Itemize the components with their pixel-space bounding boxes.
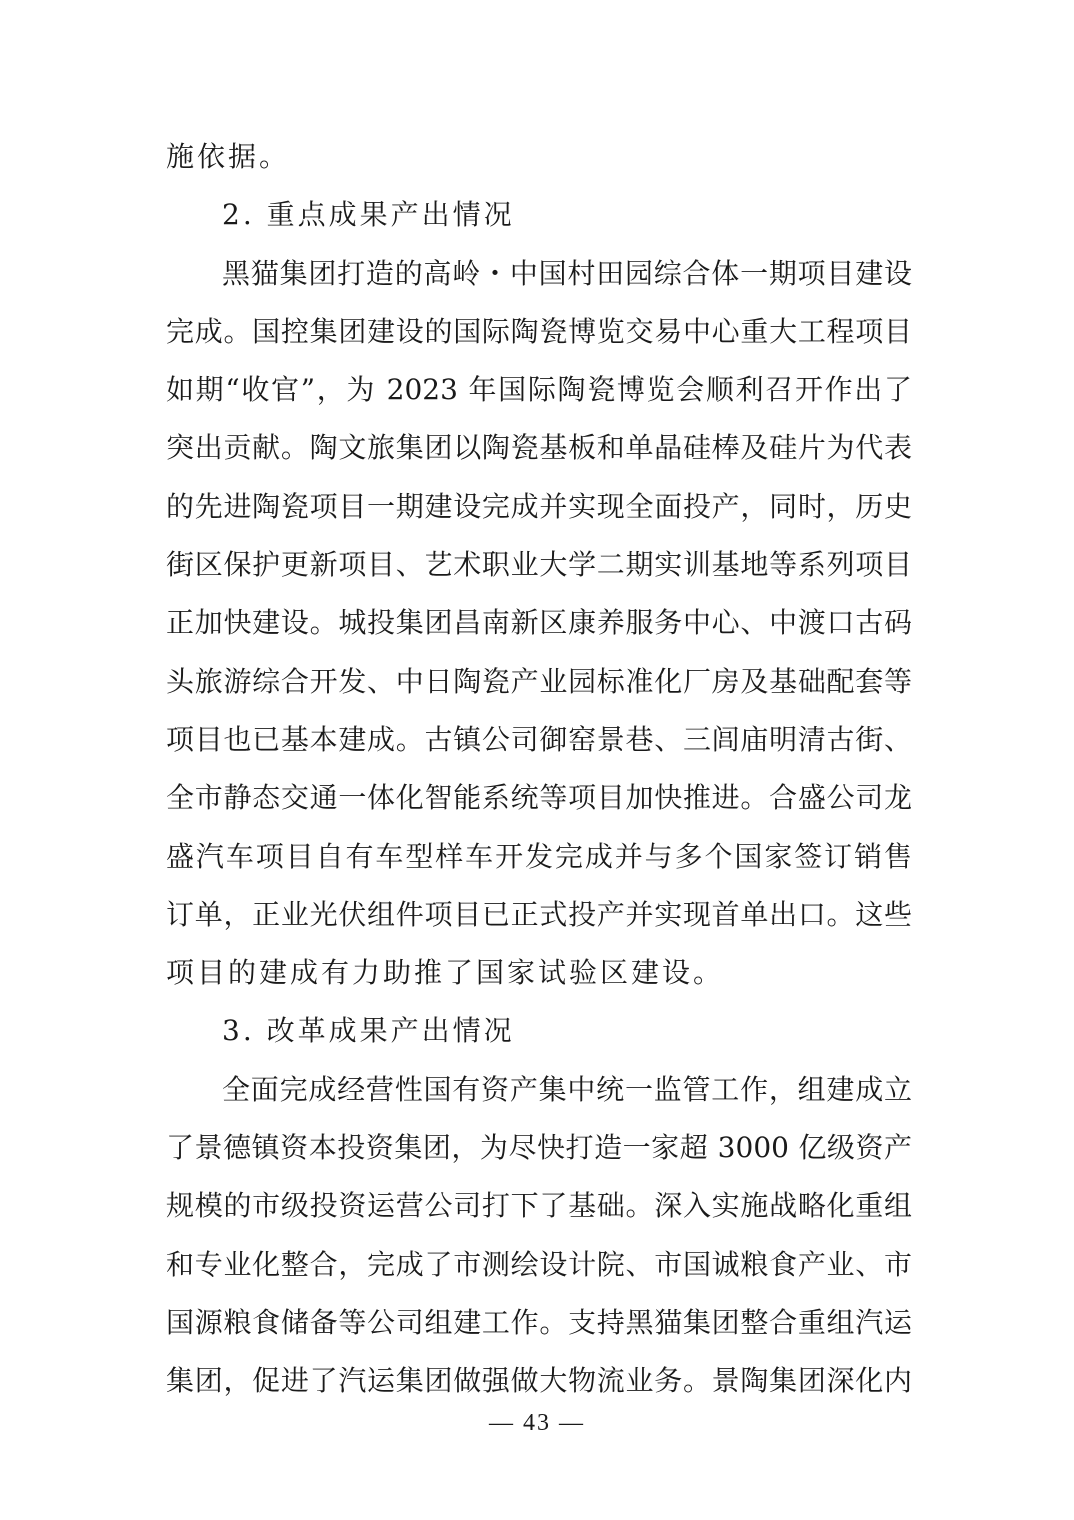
paragraph-line: 规模的市级投资运营公司打下了基础。深入实施战略化重组	[166, 1189, 912, 1223]
paragraph-line: 头旅游综合开发、中日陶瓷产业园标准化厂房及基础配套等	[166, 664, 912, 698]
paragraph-line: 集团，促进了汽运集团做强做大物流业务。景陶集团深化内	[166, 1364, 912, 1398]
paragraph-line: 了景德镇资本投资集团，为尽快打造一家超 3000 亿级资产	[166, 1131, 912, 1165]
paragraph-line: 项目的建成有力助推了国家试验区建设。	[166, 956, 725, 990]
paragraph-line: 的先进陶瓷项目一期建设完成并实现全面投产，同时，历史	[166, 489, 912, 523]
paragraph-line: 全面完成经营性国有资产集中统一监管工作，组建成立	[222, 1072, 912, 1106]
paragraph-line: 正加快建设。城投集团昌南新区康养服务中心、中渡口古码	[166, 606, 912, 640]
paragraph-line: 全市静态交通一体化智能系统等项目加快推进。合盛公司龙	[166, 781, 912, 815]
paragraph-line: 突出贡献。陶文旅集团以陶瓷基板和单晶硅棒及硅片为代表	[166, 431, 912, 465]
section-heading: 3. 改革成果产出情况	[222, 1014, 515, 1048]
paragraph-line: 项目也已基本建成。古镇公司御窑景巷、三闾庙明清古街、	[166, 722, 912, 756]
paragraph-line: 完成。国控集团建设的国际陶瓷博览交易中心重大工程项目	[166, 314, 912, 348]
paragraph-line: 盛汽车项目自有车型样车开发完成并与多个国家签订销售	[166, 839, 912, 873]
paragraph-line: 和专业化整合，完成了市测绘设计院、市国诚粮食产业、市	[166, 1247, 912, 1281]
paragraph-line: 街区保护更新项目、艺术职业大学二期实训基地等系列项目	[166, 548, 912, 582]
paragraph-line: 施依据。	[166, 140, 291, 173]
paragraph-line: 国源粮食储备等公司组建工作。支持黑猫集团整合重组汽运	[166, 1305, 912, 1339]
paragraph-line: 订单，正业光伏组件项目已正式投产并实现首单出口。这些	[166, 897, 912, 931]
page-number: — 43 —	[489, 1410, 585, 1436]
body-text	[166, 128, 912, 1411]
paragraph-line: 黑猫集团打造的高岭・中国村田园综合体一期项目建设	[222, 256, 912, 290]
paragraph-line: 如期“收官”，为 2023 年国际陶瓷博览会顺利召开作出了	[166, 373, 912, 407]
section-heading: 2. 重点成果产出情况	[222, 198, 515, 232]
